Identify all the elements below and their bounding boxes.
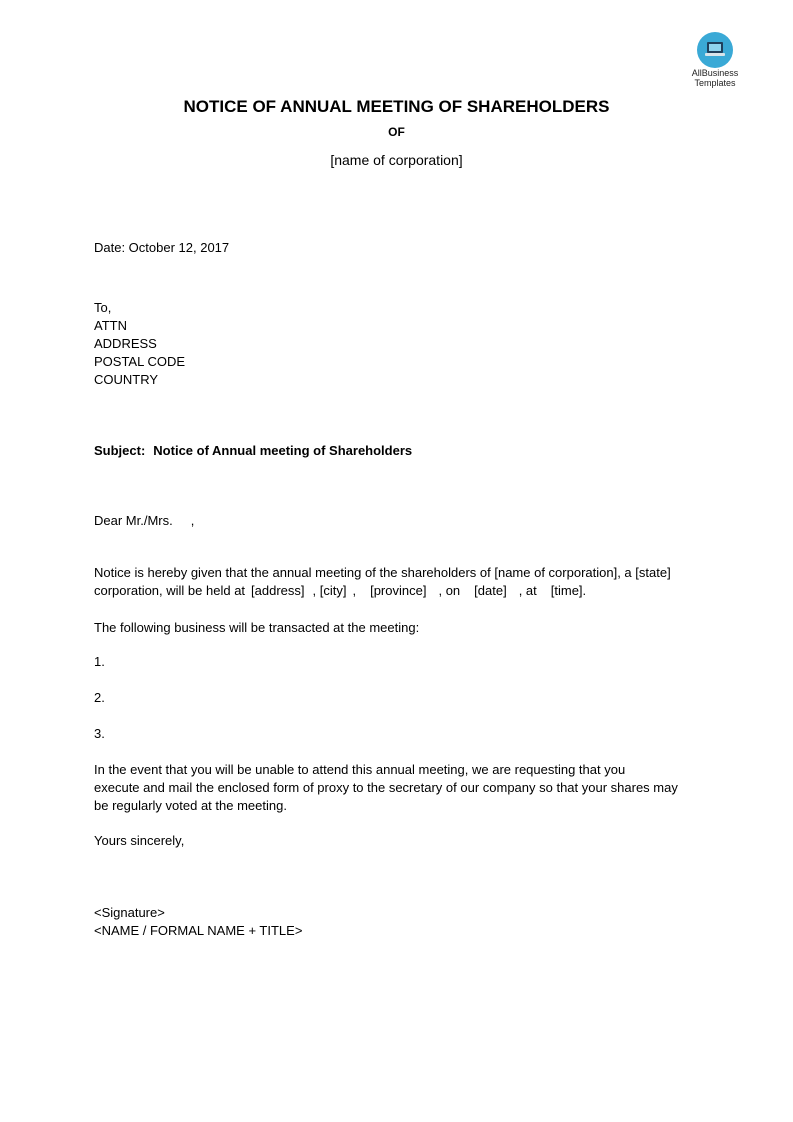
date-line: Date: October 12, 2017 (94, 240, 230, 255)
notice-line-2 (94, 582, 586, 600)
signer-name-placeholder: <NAME / FORMAL NAME + TITLE> (94, 923, 303, 938)
proxy-line-1: In the event that you will be unable to attend this annual meeting, we are requesting that you (94, 762, 626, 777)
recipient-address: ADDRESS (94, 336, 157, 351)
notice-comma: , (352, 583, 357, 598)
logo-line-2: Templates (694, 78, 736, 88)
salutation-text: Dear Mr./Mrs. (94, 513, 173, 528)
laptop-icon (697, 32, 733, 68)
proxy-line-2: execute and mail the enclosed form of proxy to the secretary of our company so that your shares may (94, 780, 678, 795)
agenda-item-1: 1. (94, 654, 105, 669)
title-of: OF (388, 125, 405, 139)
closing: Yours sincerely, (94, 833, 185, 848)
logo-line-1: AllBusiness (691, 68, 739, 78)
recipient-to: To, (94, 300, 112, 315)
recipient-country: COUNTRY (94, 372, 159, 387)
agenda-item-2: 2. (94, 690, 105, 705)
city-placeholder: , [city] (312, 583, 347, 598)
notice-on: , on (438, 583, 461, 598)
subject-label: Subject: (94, 443, 146, 458)
corporation-name: [name of corporation] (330, 152, 463, 168)
time-placeholder: [time]. (550, 583, 587, 598)
allbusiness-logo (684, 32, 746, 88)
salutation-comma: , (190, 513, 195, 528)
business-intro: The following business will be transacted at the meeting: (94, 620, 420, 635)
signature-placeholder: <Signature> (94, 905, 165, 920)
notice-line-1: Notice is hereby given that the annual meeting of the shareholders of [name of corporation], a [state] (94, 565, 671, 580)
subject-text: Notice of Annual meeting of Shareholders (153, 443, 413, 458)
document-title: NOTICE OF ANNUAL MEETING OF SHAREHOLDERS (183, 97, 610, 116)
notice-at: , at (518, 583, 537, 598)
recipient-attn: ATTN (94, 318, 127, 333)
agenda-item-3: 3. (94, 726, 105, 741)
province-placeholder: [province] (370, 583, 427, 598)
recipient-postal-code: POSTAL CODE (94, 354, 186, 369)
notice-text: corporation, will be held at (94, 583, 246, 598)
salutation (94, 512, 194, 530)
proxy-line-3: be regularly voted at the meeting. (94, 798, 287, 813)
address-placeholder: [address] (251, 583, 305, 598)
subject-line (94, 442, 412, 460)
date-placeholder: [date] (474, 583, 507, 598)
